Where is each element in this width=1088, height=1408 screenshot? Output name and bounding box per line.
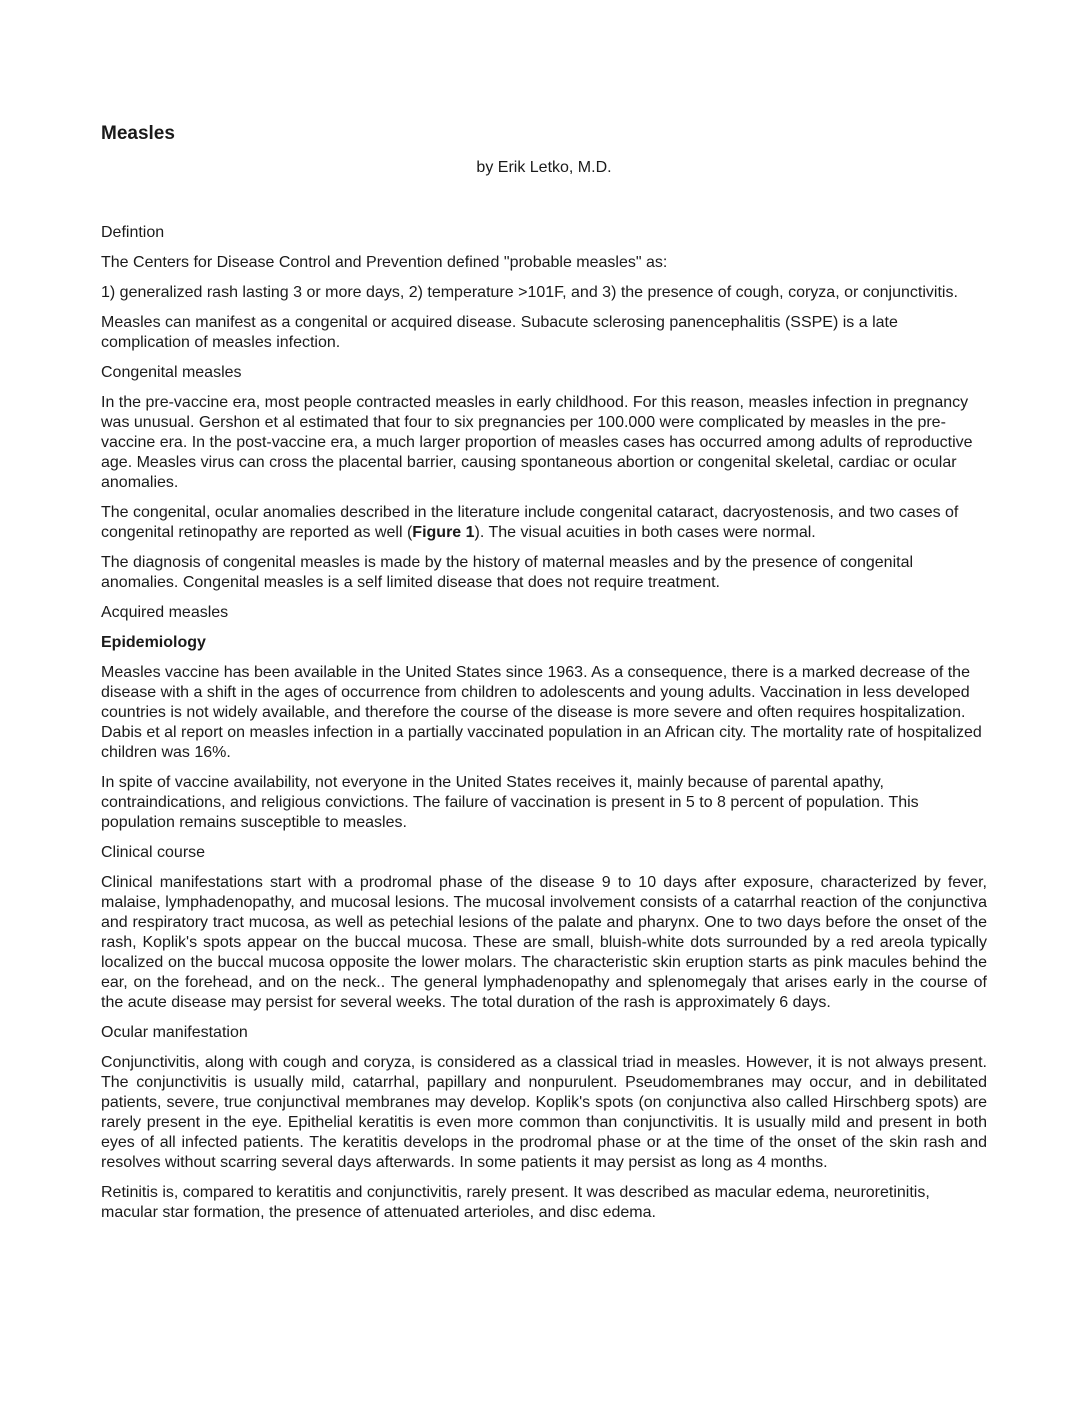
document-title: Measles [101,123,175,144]
paragraph-text: ). The visual acuities in both cases were normal. [474,524,816,541]
author-byline: by Erik Letko, M.D. [476,159,612,176]
paragraph: The diagnosis of congenital measles is made by the history of maternal measles and by the presence of congenital anomalies. Congenital measles is a self limited disease that does not require treatment. [101,554,914,591]
paragraph: Measles can manifest as a congenital or acquired disease. Subacute sclerosing panencephalitis (SSPE) is a late complication of measles infection. [101,314,898,351]
paragraph: The Centers for Disease Control and Prevention defined "probable measles" as: [101,254,668,271]
figure-reference-link[interactable]: Figure 1 [412,524,475,541]
paragraph: Clinical manifestations start with a prodromal phase of the disease 9 to 10 days after exposure, characterized by fever, malaise, lymphadenopathy, and mucosal lesions. The mucosal involvement consists of a catarrhal reaction of the conjunctiva and respiratory tract mucosa, as well as petechial lesions of the palate and pharynx. One to two days before the onset of the rash, Koplik's spots appear on the buccal mucosa. These are small, bluish-white dots surrounded by a red areola typically localized on the buccal mucosa opposite the lower molars. The characteristic skin eruption starts as pink macules behind the ear, on the forehead, and on the neck.. The general lymphadenopathy and splenomegaly that arises early in the course of the acute disease may persist for several weeks. The total duration of the rash is approximately 6 days. [101,874,987,1011]
paragraph: In spite of vaccine availability, not everyone in the United States receives it, mainly because of parental apathy, contraindications, and religious convictions. The failure of vaccination is present in 5 to 8 percent of population. This population remains susceptible to measles. [101,774,919,831]
paragraph: 1) generalized rash lasting 3 or more days, 2) temperature >101F, and 3) the presence of cough, coryza, or conjunctivitis. [101,284,958,301]
section-heading-clinical-course: Clinical course [101,844,206,861]
paragraph-text: The congenital, ocular anomalies described in the literature include congenital cataract, dacryostenosis, and two cases of congenital retinopathy are reported as well ( [101,504,959,541]
section-heading-epidemiology: Epidemiology [101,634,206,651]
paragraph [101,503,987,543]
paragraph: Conjunctivitis, along with cough and coryza, is considered as a classical triad in measles. However, it is not always present. The conjunctivitis is usually mild, catarrhal, papillary and nonpurulent. Pseudomembranes may occur, and in debilitated patients, severe, true conjunctival membranes may develop. Koplik's spots (on conjunctiva also called Hirschberg spots) are rarely present in the eye. Epithelial keratitis is even more common than conjunctivitis. It is usually mild and present in both eyes of all infected patients. The keratitis develops in the prodromal phase or at the time of the onset of the skin rash and resolves without scarring several days afterwards. In some patients it may persist as long as 4 months. [101,1054,987,1171]
document-body [101,223,987,1233]
section-heading-acquired-measles: Acquired measles [101,604,229,621]
section-heading-definition: Defintion [101,224,165,241]
section-heading-ocular-manifestation: Ocular manifestation [101,1024,248,1041]
paragraph: Measles vaccine has been available in the United States since 1963. As a consequence, there is a marked decrease of the disease with a shift in the ages of occurrence from children to adolescents and young adults. Vaccination in less developed countries is not widely available, and therefore the course of the disease is more severe and often requires hospitalization. Dabis et al report on measles infection in a partially vaccinated population in an African city. The mortality rate of hospitalized children was 16%. [101,664,982,761]
paragraph: Retinitis is, compared to keratitis and conjunctivitis, rarely present. It was described as macular edema, neuroretinitis, macular star formation, the presence of attenuated arterioles, and disc edema. [101,1184,930,1221]
paragraph: In the pre-vaccine era, most people contracted measles in early childhood. For this reason, measles infection in pregnancy was unusual. Gershon et al estimated that four to six pregnancies per 100.000 were complicated by measles in the pre-vaccine era. In the post-vaccine era, a much larger proportion of measles cases has occurred among adults of reproductive age. Measles virus can cross the placental barrier, causing spontaneous abortion or congenital skeletal, cardiac or ocular anomalies. [101,394,973,491]
section-heading-congenital-measles: Congenital measles [101,364,242,381]
